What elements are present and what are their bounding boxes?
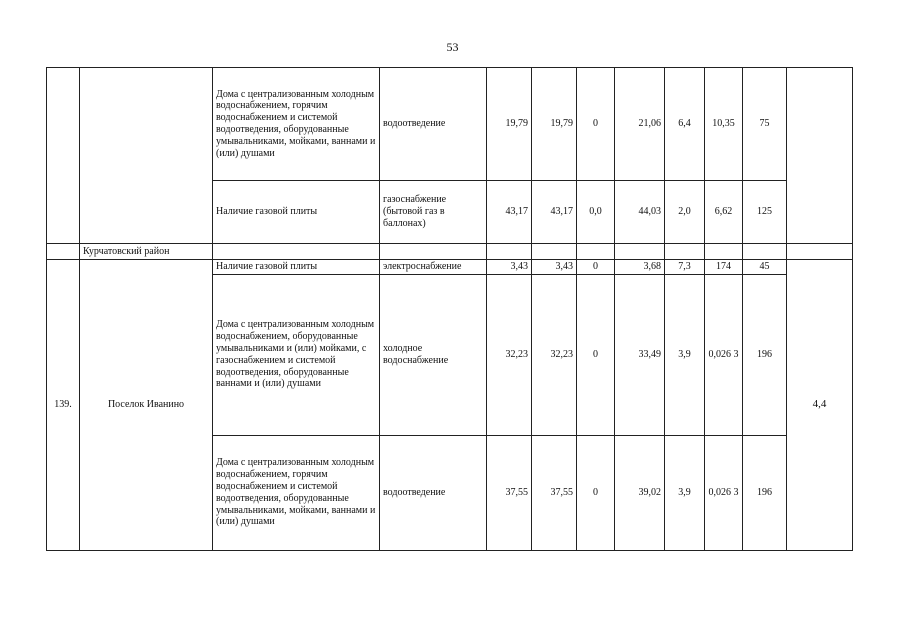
housing-type-cell: Наличие газовой плиты bbox=[213, 260, 380, 275]
value-cell: 3,9 bbox=[665, 274, 705, 435]
value-cell: 0 bbox=[577, 435, 615, 550]
value-cell: 19,79 bbox=[487, 68, 532, 181]
value-cell: 39,02 bbox=[615, 435, 665, 550]
row-number-cell bbox=[47, 68, 80, 244]
service-cell: электроснабжение bbox=[380, 260, 487, 275]
value-cell: 37,55 bbox=[487, 435, 532, 550]
district-row bbox=[47, 244, 853, 260]
row-number-cell bbox=[47, 244, 80, 260]
settlement-name: Поселок Иванино bbox=[80, 260, 213, 551]
value-cell: 3,68 bbox=[615, 260, 665, 275]
value-cell: 21,06 bbox=[615, 68, 665, 181]
value-cell: 0,026 3 bbox=[705, 435, 743, 550]
value-cell: 45 bbox=[743, 260, 787, 275]
page-number: 53 bbox=[446, 40, 459, 54]
service-cell: холодное водоснабжение bbox=[380, 274, 487, 435]
value-cell: 44,03 bbox=[615, 181, 665, 244]
value-cell: 125 bbox=[743, 181, 787, 244]
tariff-table bbox=[46, 67, 853, 551]
value-cell: 19,79 bbox=[532, 68, 577, 181]
value-cell: 3,43 bbox=[532, 260, 577, 275]
value-cell: 37,55 bbox=[532, 435, 577, 550]
service-cell: газоснабжение (бытовой газ в баллонах) bbox=[380, 181, 487, 244]
housing-type-cell: Наличие газовой плиты bbox=[213, 181, 380, 244]
table-row bbox=[47, 260, 853, 275]
value-cell: 10,35 bbox=[705, 68, 743, 181]
value-cell: 75 bbox=[743, 68, 787, 181]
row-number-cell: 139. bbox=[47, 260, 80, 551]
housing-type-cell: Дома с централизованным холодным водоснабжением, горячим водоснабжением и системой водоотведения, оборудованные умывальниками, мойками, ваннами и (или) душами bbox=[213, 68, 380, 181]
value-cell: 0,026 3 bbox=[705, 274, 743, 435]
value-cell: 6,62 bbox=[705, 181, 743, 244]
value-cell: 2,0 bbox=[665, 181, 705, 244]
value-cell: 196 bbox=[743, 274, 787, 435]
housing-type-cell: Дома с централизованным холодным водоснабжением, горячим водоснабжением и системой водоотведения, оборудованные умывальниками, мойками, ваннами и (или) душами bbox=[213, 435, 380, 550]
service-cell: водоотведение bbox=[380, 68, 487, 181]
value-cell: 32,23 bbox=[532, 274, 577, 435]
district-name: Курчатовский район bbox=[80, 244, 213, 260]
value-cell: 6,4 bbox=[665, 68, 705, 181]
settlement-cell bbox=[80, 68, 213, 244]
value-cell: 7,3 bbox=[665, 260, 705, 275]
value-cell: 33,49 bbox=[615, 274, 665, 435]
service-cell: водоотведение bbox=[380, 435, 487, 550]
table-row bbox=[47, 68, 853, 181]
housing-type-cell: Дома с централизованным холодным водоснабжением, оборудованные умывальниками и (или) мойками, с газоснабжением и системой водоотведения, оборудованные ваннами и (или) душами bbox=[213, 274, 380, 435]
value-cell: 0,0 bbox=[577, 181, 615, 244]
settlement-last-value: 4,4 bbox=[787, 260, 853, 551]
value-cell: 3,43 bbox=[487, 260, 532, 275]
value-cell: 43,17 bbox=[532, 181, 577, 244]
value-cell: 43,17 bbox=[487, 181, 532, 244]
value-cell: 196 bbox=[743, 435, 787, 550]
value-cell: 0 bbox=[577, 68, 615, 181]
value-cell: 3,9 bbox=[665, 435, 705, 550]
value-cell: 32,23 bbox=[487, 274, 532, 435]
value-cell: 0 bbox=[577, 274, 615, 435]
value-cell bbox=[787, 68, 853, 244]
value-cell: 174 bbox=[705, 260, 743, 275]
value-cell: 0 bbox=[577, 260, 615, 275]
